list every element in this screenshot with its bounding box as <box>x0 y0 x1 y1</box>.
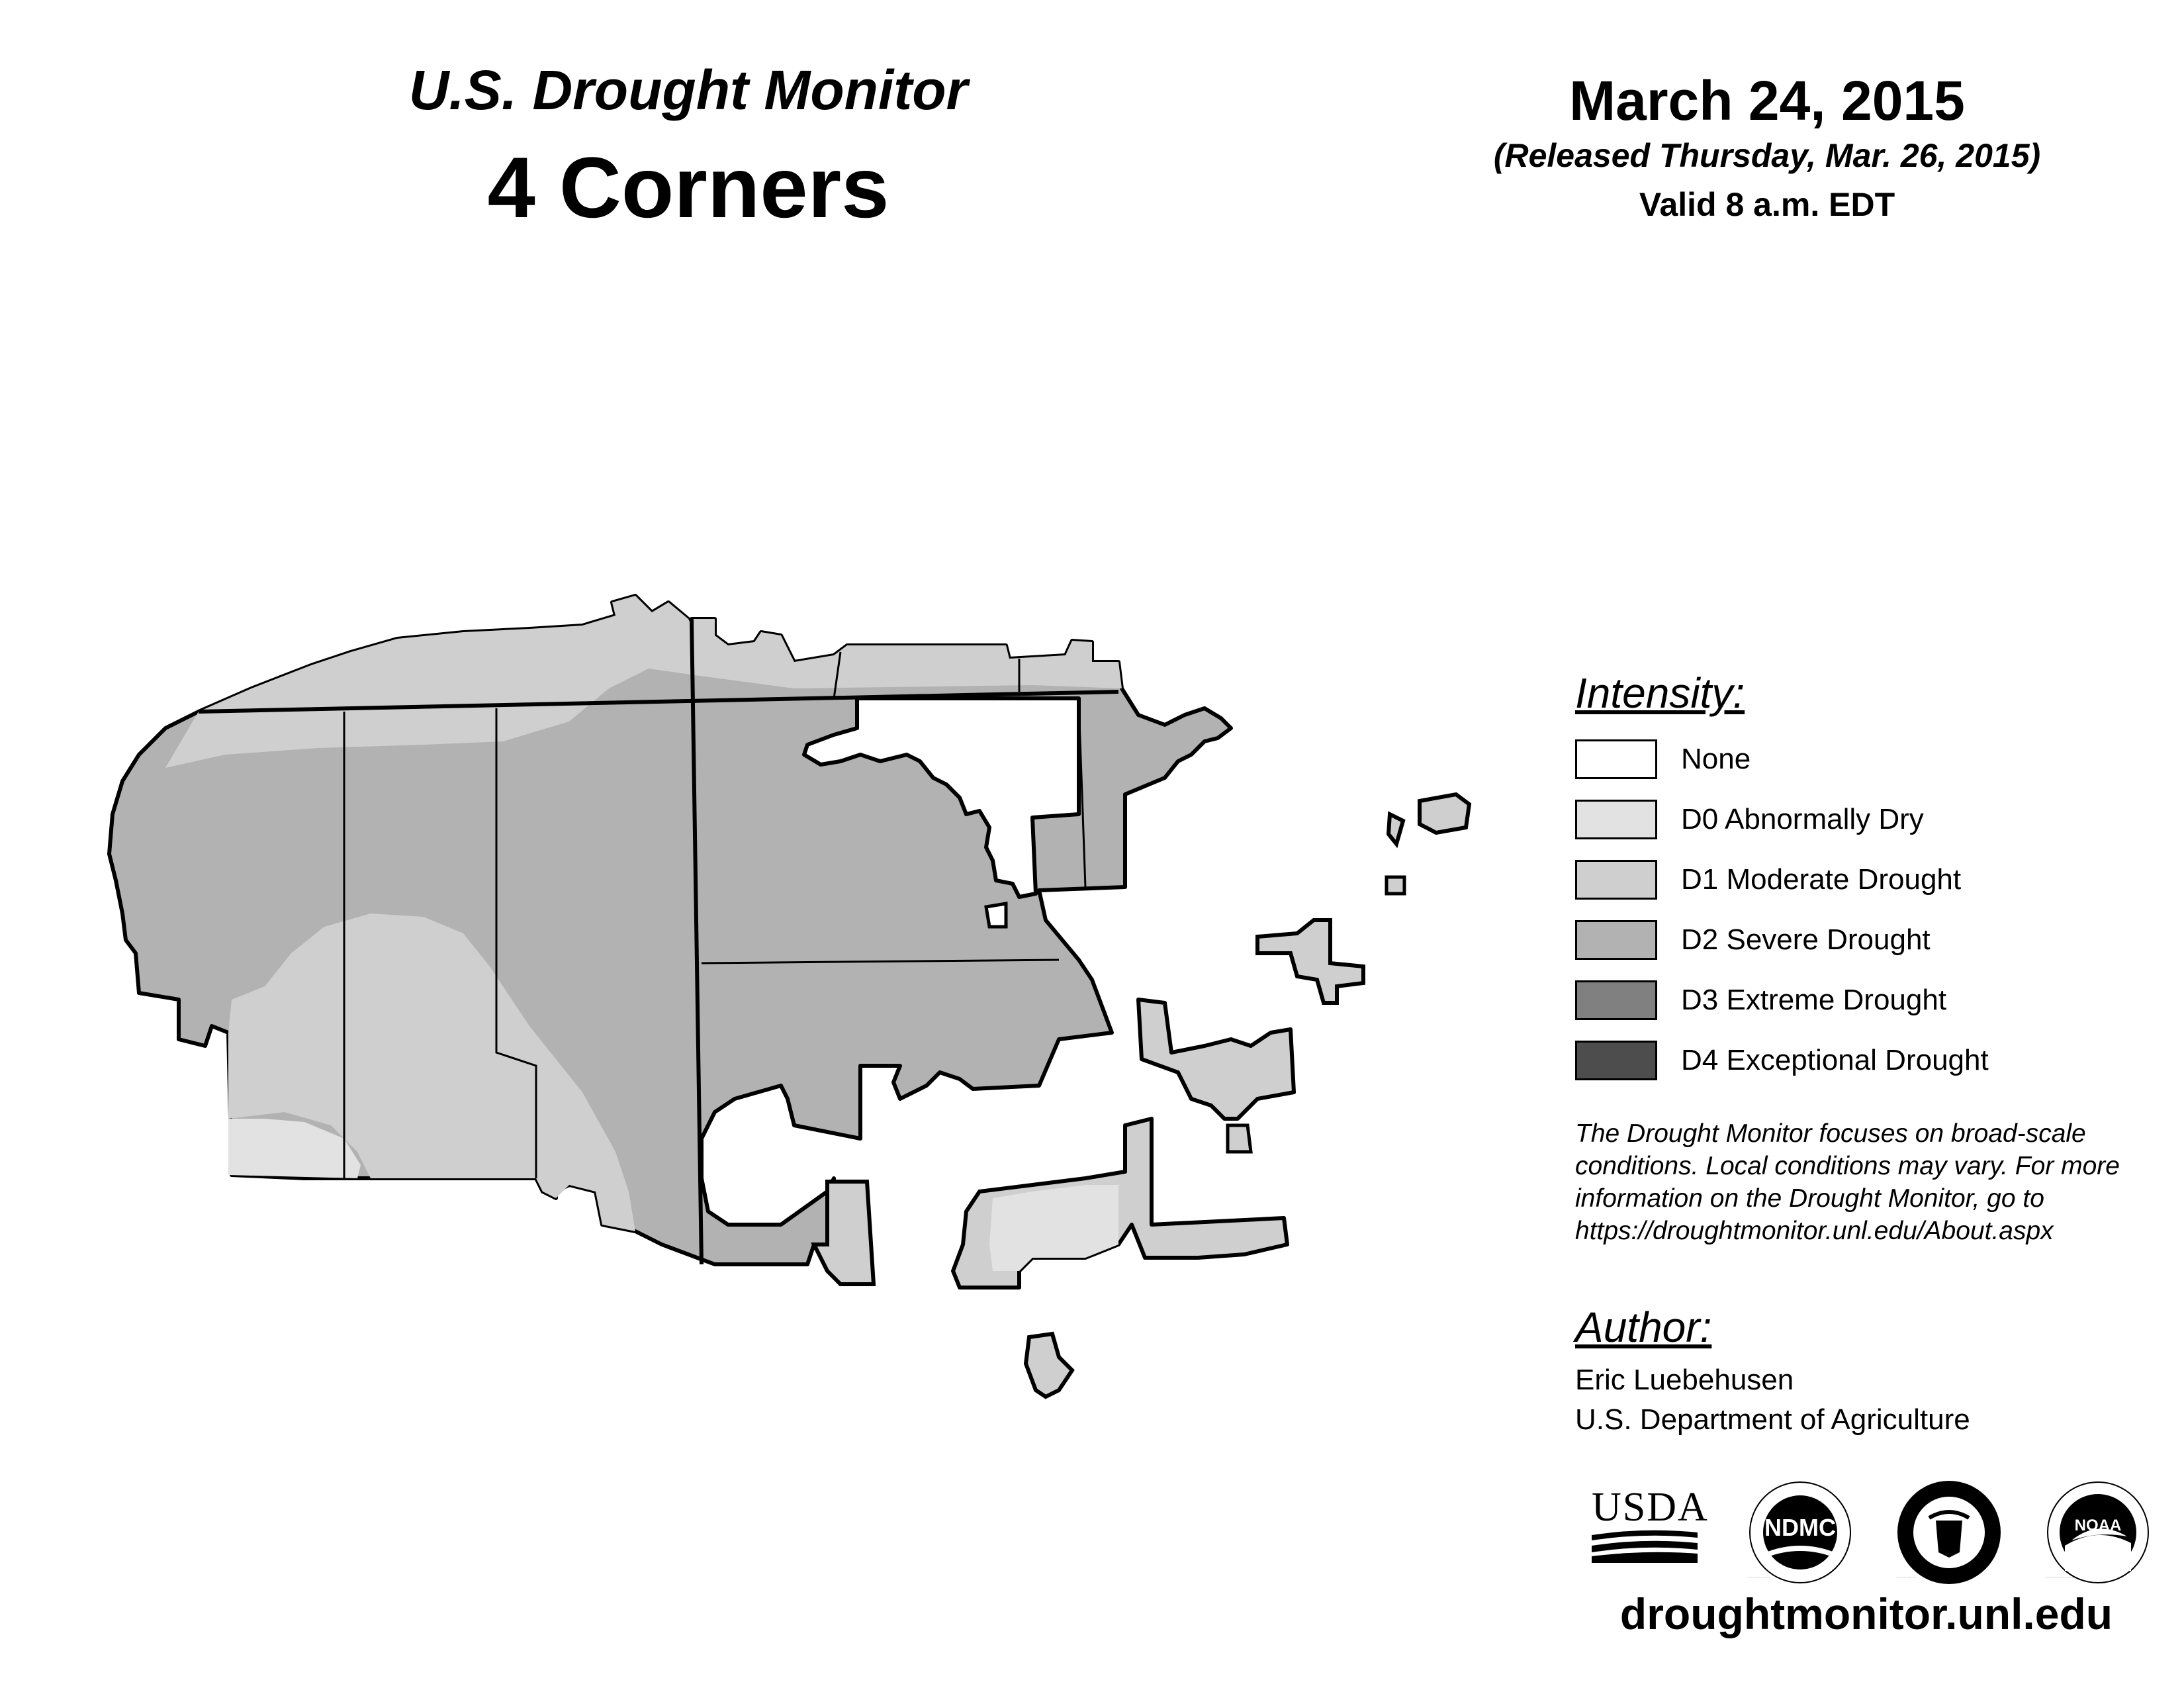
legend-swatch <box>1575 860 1657 900</box>
legend-label: D3 Extreme Drought <box>1681 984 1947 1016</box>
legend-label: D4 Exceptional Drought <box>1681 1044 1989 1076</box>
legend-label: D1 Moderate Drought <box>1681 863 1962 896</box>
legend-title: Intensity: <box>1575 669 1745 717</box>
legend-item-d3 <box>1575 978 1946 1022</box>
release-date: (Released Thursday, Mar. 26, 2015) <box>1493 137 2041 174</box>
legend-label: D0 Abnormally Dry <box>1681 803 1924 835</box>
disclaimer-text: The Drought Monitor focuses on broad-scale conditions. Local conditions may vary. For more information on the Drought Monitor, go to https://droughtmonitor.unl.edu/About.aspx <box>1575 1119 2120 1245</box>
legend-item-d1 <box>1575 858 1961 902</box>
map-subtitle: U.S. Drought Monitor <box>408 59 968 121</box>
d1-east-cluster <box>1138 1000 1294 1119</box>
commerce-seal-logo: DEPARTMENT OF COMMERCE · UNITED STATES OF AMERICA <box>1896 1479 2002 1589</box>
legend-item-none <box>1575 737 1751 781</box>
author-title: Author: <box>1575 1303 1712 1351</box>
d1-northeast-island-2 <box>1388 814 1403 844</box>
valid-time: Valid 8 a.m. EDT <box>1639 186 1895 223</box>
legend-label: D2 Severe Drought <box>1681 923 1931 956</box>
legend-item-d4 <box>1575 1039 1989 1082</box>
legend-swatch <box>1575 1041 1657 1080</box>
legend-swatch <box>1575 980 1657 1020</box>
d1-east-island-cluster <box>1257 920 1363 1003</box>
author-organization: U.S. Department of Agriculture <box>1575 1403 1970 1436</box>
legend-label: None <box>1681 743 1751 775</box>
d1-east-small-block <box>1228 1125 1251 1152</box>
noaa-logo: NOAA NATIONAL OCEANIC AND ATMOSPHERIC ADMINISTRATION · U.S. DEPARTMENT OF COMMERCE <box>2045 1479 2151 1589</box>
d1-northeast-island-3 <box>1387 877 1404 894</box>
legend-swatch <box>1575 739 1657 779</box>
author-name: Eric Luebehusen <box>1575 1364 1794 1396</box>
legend-swatch <box>1575 920 1657 960</box>
legend-swatch <box>1575 800 1657 839</box>
legend-item-d0 <box>1575 798 1924 841</box>
ndmc-logo: NDMC NATIONAL DROUGHT MITIGATION CENTER · UNIVERSITY OF NEBRASKA <box>1747 1479 1853 1589</box>
d1-far-south-island <box>1026 1334 1072 1397</box>
d1-northeast-island-1 <box>1420 794 1469 833</box>
map-title: 4 Corners <box>487 139 889 236</box>
none-small-hole <box>986 904 1006 927</box>
usda-logo: USDA <box>1592 1486 1704 1566</box>
map-date: March 24, 2015 <box>1569 70 1965 132</box>
legend-item-d2 <box>1575 918 1931 962</box>
website-link[interactable]: droughtmonitor.unl.edu <box>1619 1589 2113 1638</box>
